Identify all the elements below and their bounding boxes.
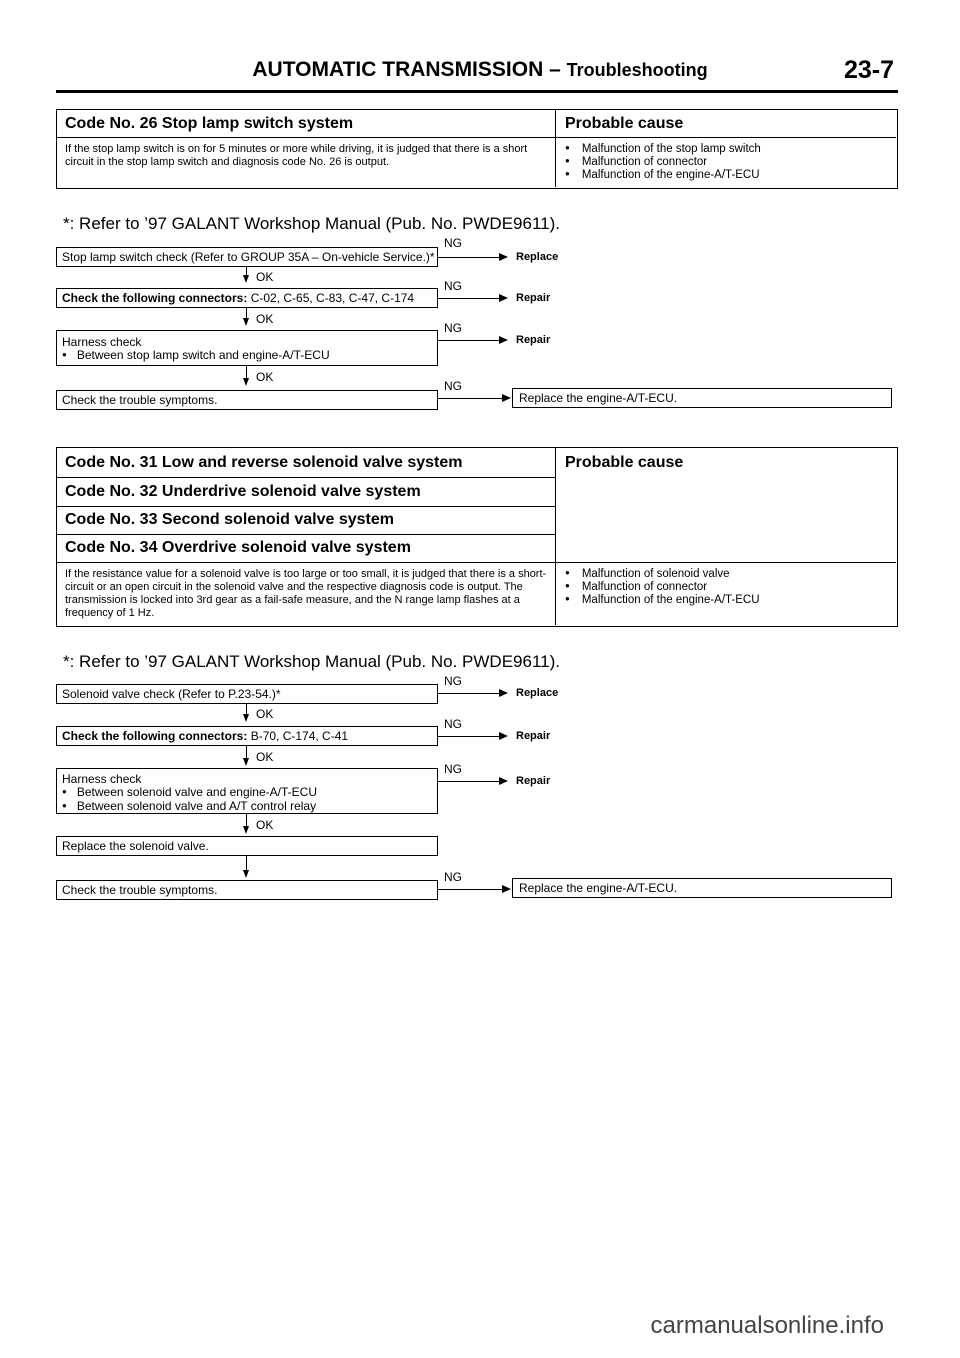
ng-arrow (438, 889, 504, 890)
ok-label: OK (256, 707, 274, 721)
ng-arrow (438, 257, 500, 258)
ng-arrow (438, 298, 500, 299)
flow2-step-harness-check: Harness check ● Between solenoid valve and engine-A/T-ECU ● Between solenoid valve and A/T control relay (56, 768, 438, 814)
ok-arrowhead-icon (243, 318, 249, 326)
page-number: 23-7 (843, 56, 894, 84)
ng-arrowhead-icon (499, 777, 508, 785)
code31-34-reference-note: *: Refer to ’97 GALANT Workshop Manual (Pub. No. PWDE9611). (63, 652, 560, 671)
ng-label: NG (444, 762, 462, 776)
ok-label: OK (256, 750, 274, 764)
header-dash: – (549, 58, 561, 81)
flow2-step-replace-solenoid: Replace the solenoid valve. (56, 836, 438, 856)
code31-34-cause-title: Probable cause (565, 454, 684, 471)
code31-34-cause-list (565, 568, 760, 607)
flow2-step-connector-check: Check the following connectors: B-70, C-174, C-41 (56, 726, 438, 746)
code26-cause-title: Probable cause (565, 115, 684, 132)
ng-arrow (438, 693, 500, 694)
ng-arrowhead-icon (502, 885, 511, 893)
ok-label: OK (256, 818, 274, 832)
watermark: carmanualsonline.info (650, 1312, 884, 1339)
flow1-result-replace-ecu: Replace the engine-A/T-ECU. (512, 388, 892, 408)
code34-title: Code No. 34 Overdrive solenoid valve system (65, 539, 411, 556)
ok-label: OK (256, 270, 274, 284)
ng-label: NG (444, 717, 462, 731)
flow1-step-connector-check: Check the following connectors: C-02, C-65, C-83, C-47, C-174 (56, 288, 438, 308)
ok-arrowhead-icon (243, 826, 249, 834)
ok-arrowhead-icon (243, 758, 249, 766)
flow2-step-solenoid-check: Solenoid valve check (Refer to P.23-54.)* (56, 684, 438, 704)
ng-arrowhead-icon (499, 689, 508, 697)
ng-label: NG (444, 674, 462, 688)
cause-item: ● Malfunction of the engine-A/T-ECU (565, 169, 761, 182)
cause-item: ● Malfunction of connector (565, 156, 761, 169)
code31-34-table (56, 447, 898, 627)
ng-arrowhead-icon (502, 394, 511, 402)
code33-title: Code No. 33 Second solenoid valve system (65, 511, 394, 528)
ng-label: NG (444, 870, 462, 884)
code26-title: Code No. 26 Stop lamp switch system (65, 115, 354, 132)
ng-label: NG (444, 379, 462, 393)
code31-34-description: If the resistance value for a solenoid valve is too large or too small, it is judged that there is a short-circuit or an open circuit in the solenoid valve and the respective diagnosis code is output. The transmission is locked into 3rd gear as a fail-safe measure, and the N range lamp flashes at a frequency of 1 Hz. (65, 568, 547, 619)
cause-item: ● Malfunction of solenoid valve (565, 568, 760, 581)
flow1-step-trouble-symptoms: Check the trouble symptoms. (56, 390, 438, 410)
flow1-result-repair: Repair (516, 334, 551, 346)
ok-arrowhead-icon (243, 714, 249, 722)
ng-arrowhead-icon (499, 732, 508, 740)
code31-title: Code No. 31 Low and reverse solenoid valve system (65, 454, 463, 471)
cause-item: ● Malfunction of connector (565, 581, 760, 594)
page-header (0, 58, 960, 82)
ng-arrow (438, 736, 500, 737)
code26-description: If the stop lamp switch is on for 5 minutes or more while driving, it is judged that there is a short circuit in the stop lamp switch and diagnosis code No. 26 is output. (65, 143, 528, 168)
header-title: AUTOMATIC TRANSMISSION (252, 58, 544, 81)
cause-item: ● Malfunction of the engine-A/T-ECU (565, 594, 760, 607)
flow1-result-repair: Repair (516, 292, 551, 304)
ng-label: NG (444, 321, 462, 335)
flow2-result-replace: Replace (516, 687, 559, 699)
ng-arrowhead-icon (499, 336, 508, 344)
cause-item: ● Malfunction of the stop lamp switch (565, 143, 761, 156)
flow2-result-repair: Repair (516, 730, 551, 742)
ok-arrowhead-icon (243, 275, 249, 283)
code26-reference-note: *: Refer to ’97 GALANT Workshop Manual (Pub. No. PWDE9611). (63, 214, 560, 233)
ng-arrow (438, 781, 500, 782)
flow1-step-harness-check: Harness check ● Between stop lamp switch and engine-A/T-ECU (56, 330, 438, 366)
code26-cause-list (565, 143, 761, 182)
header-subtitle: Troubleshooting (566, 60, 708, 80)
ng-arrow (438, 340, 500, 341)
ok-label: OK (256, 370, 274, 384)
ok-label: OK (256, 312, 274, 326)
ok-arrowhead-icon (243, 378, 249, 386)
flow2-result-repair: Repair (516, 775, 551, 787)
flow1-result-replace: Replace (516, 251, 559, 263)
ng-arrowhead-icon (499, 253, 508, 261)
ng-label: NG (444, 236, 462, 250)
flow2-step-trouble-symptoms: Check the trouble symptoms. (56, 880, 438, 900)
code26-table (56, 109, 898, 189)
down-arrowhead-icon (243, 870, 249, 878)
flow2-result-replace-ecu: Replace the engine-A/T-ECU. (512, 878, 892, 898)
flow1-step-stop-lamp-check: Stop lamp switch check (Refer to GROUP 35A – On-vehicle Service.)* (56, 247, 438, 267)
ng-arrow (438, 398, 504, 399)
ng-arrowhead-icon (499, 294, 508, 302)
ng-label: NG (444, 279, 462, 293)
header-rule (56, 90, 898, 93)
code32-title: Code No. 32 Underdrive solenoid valve system (65, 483, 421, 500)
